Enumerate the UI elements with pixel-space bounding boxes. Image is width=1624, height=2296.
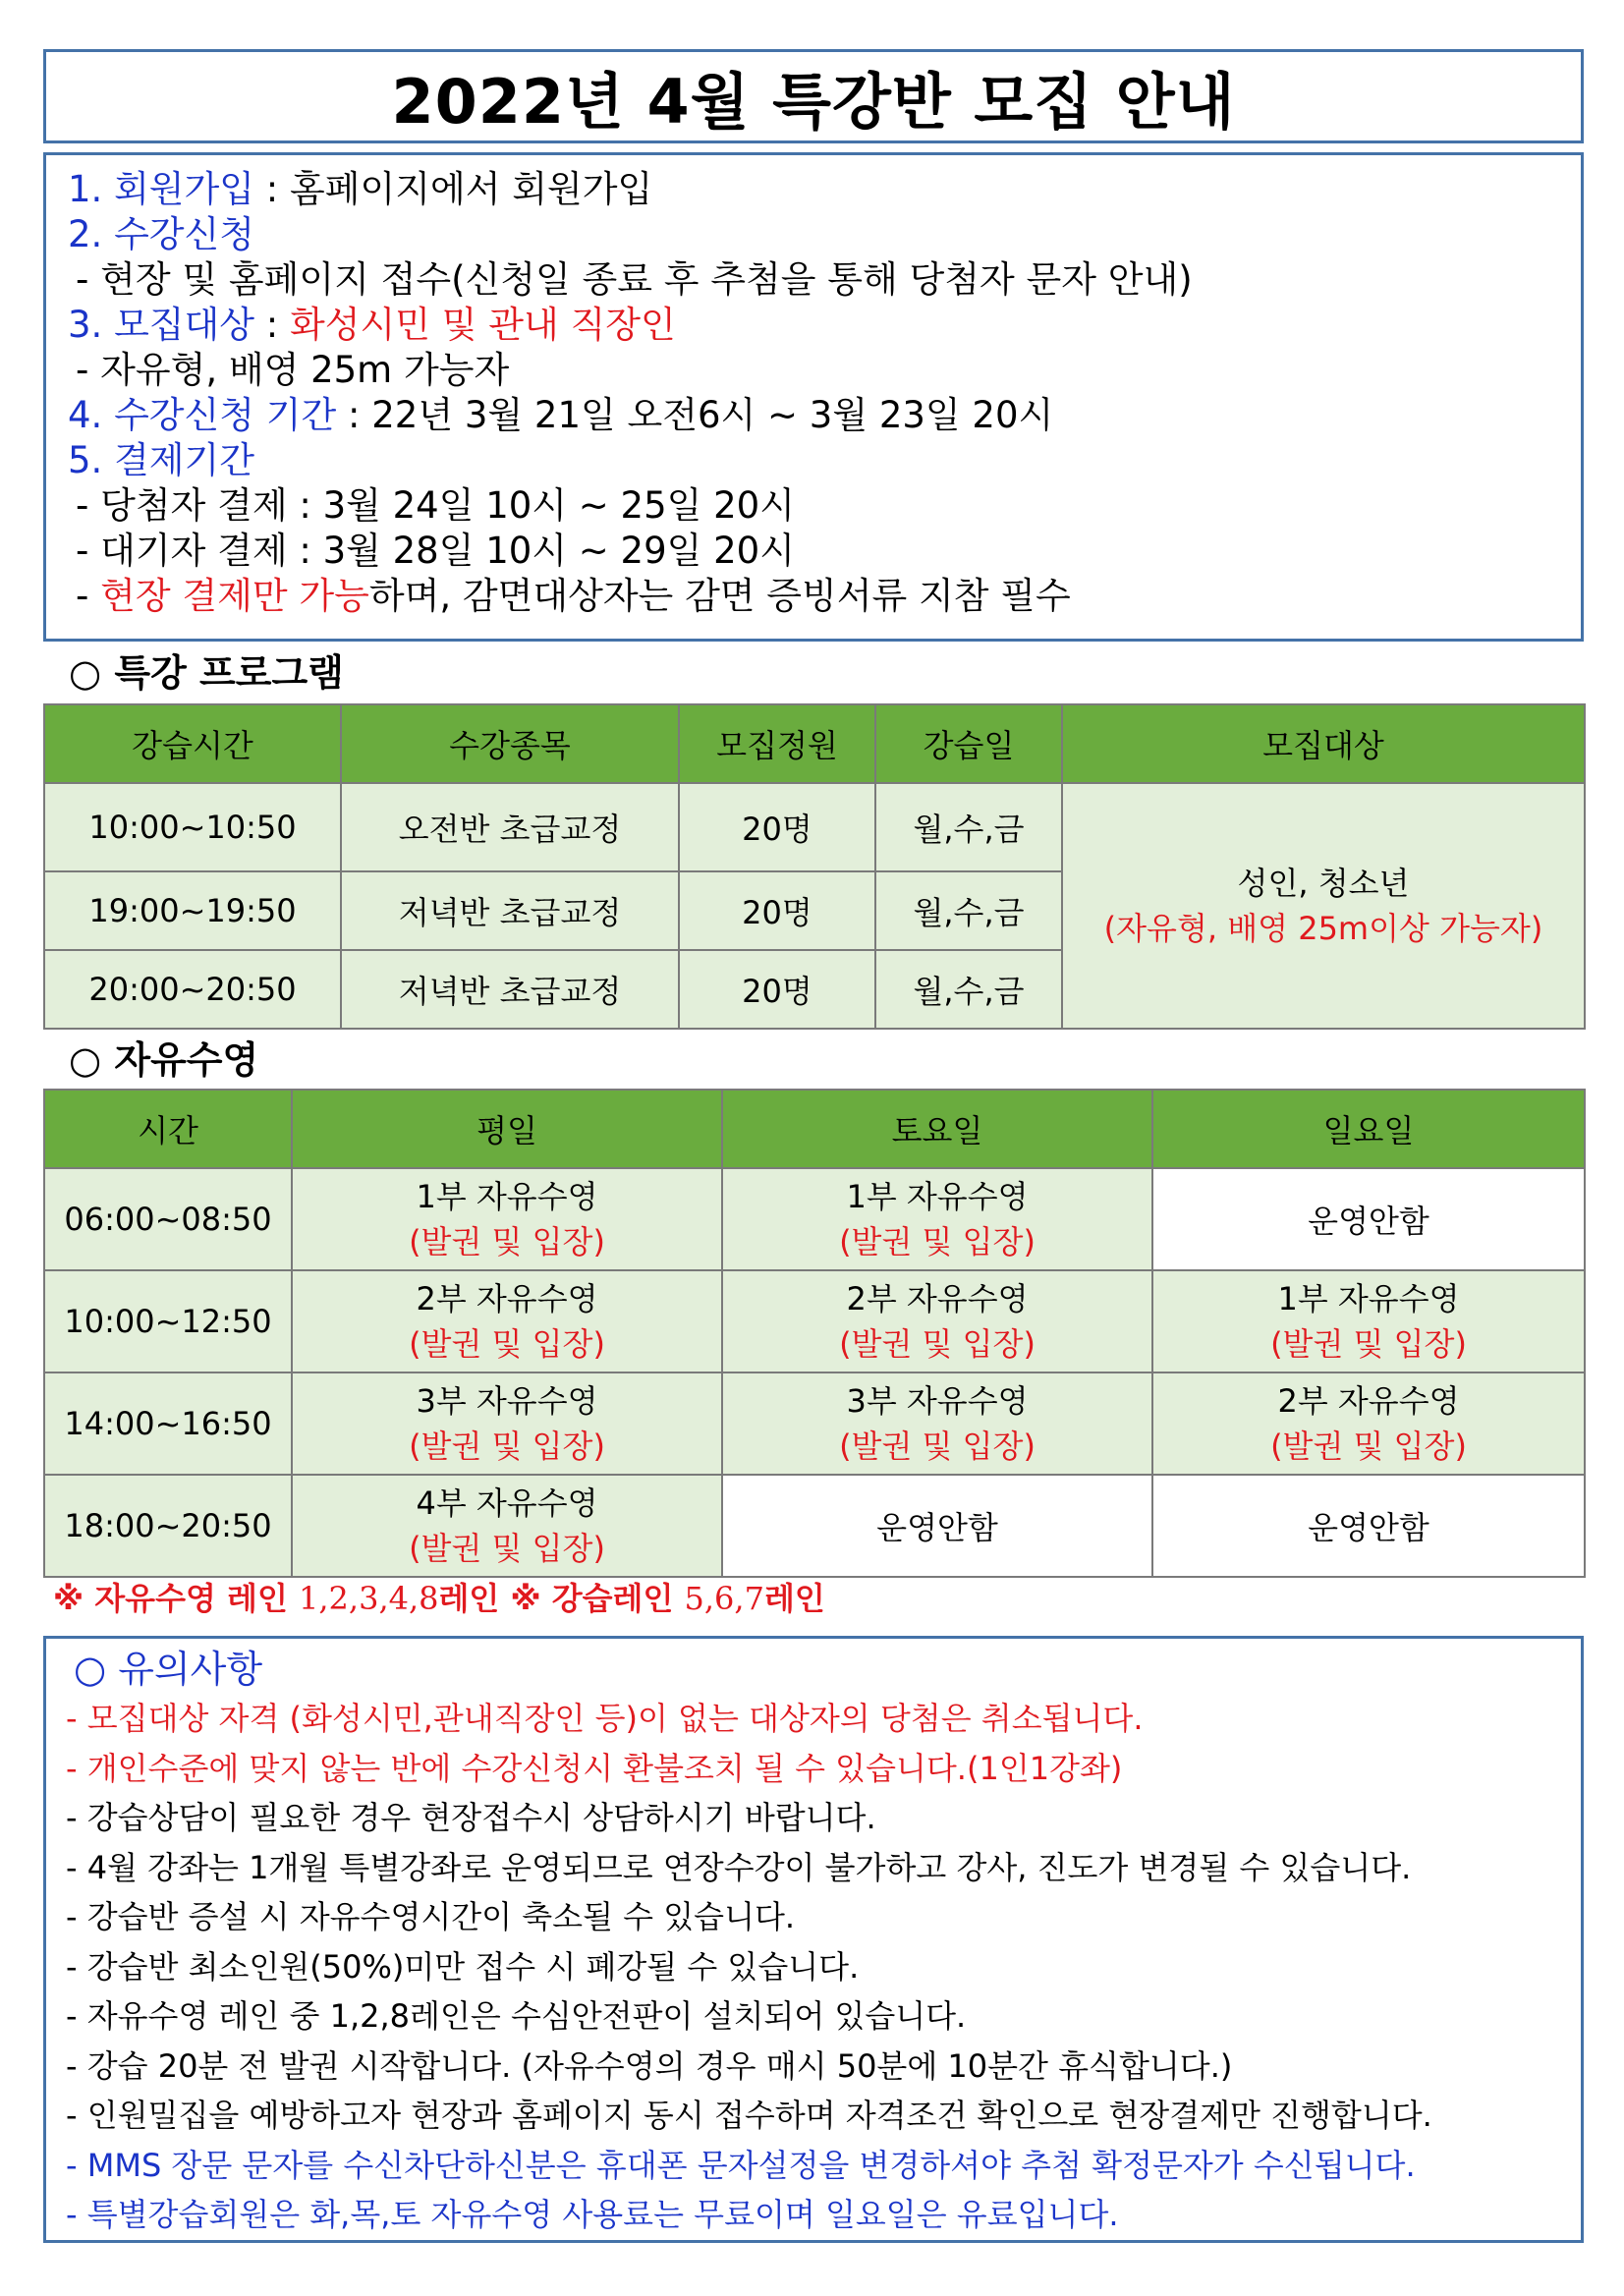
swim-weekday [292,1168,722,1270]
swim-session: 2부 자유수영 [1277,1382,1460,1420]
swim-time: 06:00~08:50 [44,1168,292,1270]
info-period [68,393,1559,438]
program-table [43,703,1586,1030]
swim-ticket: (발권 및 입장) [839,1325,1036,1363]
info-membership-text: : 홈페이지에서 회원가입 [254,168,653,210]
program-heading: ○ 특강 프로그램 [69,651,344,695]
notice-line: - 모집대상 자격 (화성시민,관내직장인 등)이 없는 대상자의 당첨은 취소됩니다. [66,1700,1144,1737]
swim-session: 1부 자유수영 [1277,1280,1460,1317]
swim-session: 1부 자유수영 [846,1178,1029,1215]
swim-header-row [44,1090,1585,1168]
notice-line: - 강습 20분 전 발권 시작합니다. (자유수영의 경우 매시 50분에 10분간 휴식합니다.) [66,2046,1233,2085]
swim-sunday [1152,1372,1585,1475]
program-capacity: 20명 [679,950,875,1029]
program-capacity: 20명 [679,871,875,950]
lane-note-free-suffix: 레인 [438,1580,511,1617]
info-period-label: 4. 수강신청 기간 [68,394,337,436]
notice-line: - 4월 강좌는 1개월 특별강좌로 운영되므로 연장수강이 불가하고 강사, 진도가 변경될 수 있습니다. [66,1848,1412,1886]
lane-note [53,1574,825,1619]
swim-session: 3부 자유수영 [846,1382,1029,1420]
info-registration-label: 2. 수강신청 [68,213,255,255]
swim-ticket: (발권 및 입장) [409,1530,605,1567]
program-course: 저녁반 초급교정 [341,950,679,1029]
info-membership [68,167,1559,212]
info-target-detail: - 자유형, 배영 25m 가능자 [76,349,510,391]
swim-ticket: (발권 및 입장) [409,1223,605,1260]
notice-line: - 자유수영 레인 중 1,2,8레인은 수심안전판이 설치되어 있습니다. [66,1997,967,2035]
swim-time: 18:00~20:50 [44,1475,292,1577]
swim-session: 4부 자유수영 [416,1484,598,1522]
table-row [44,783,1585,871]
swim-saturday [722,1270,1152,1372]
info-period-text: : 22년 3월 21일 오전6시 ~ 3월 23일 20시 [336,394,1054,436]
swim-ticket: (발권 및 입장) [839,1428,1036,1465]
notice-line: - 특별강습회원은 화,목,토 자유수영 사용료는 무료이며 일요일은 유료입니다. [66,2196,1119,2233]
program-target [1062,783,1585,1029]
swim-time: 10:00~12:50 [44,1270,292,1372]
swim-weekday [292,1270,722,1372]
swim-sunday-closed: 운영안함 [1152,1168,1585,1270]
info-target-value: 화성시민 및 관내 직장인 [290,304,676,346]
swim-session: 2부 자유수영 [846,1280,1029,1317]
info-payment-onsite [68,574,1559,619]
info-payment-onsite-red: 현장 결제만 가능 [100,575,369,617]
info-payment-onsite-text: 하며, 감면대상자는 감면 증빙서류 지참 필수 [368,575,1071,617]
program-header-course: 수강종목 [341,704,679,783]
info-target-label: 3. 모집대상 [68,304,255,346]
title-box [43,49,1584,143]
lane-note-lesson-nums: 5,6,7 [684,1580,764,1617]
notice-line: - 개인수준에 맞지 않는 반에 수강신청시 환불조치 될 수 있습니다.(1인1강좌) [66,1749,1123,1787]
swim-weekday [292,1372,722,1475]
program-course: 오전반 초급교정 [341,783,679,871]
notice-title: ○ 유의사항 [74,1648,263,1691]
program-capacity: 20명 [679,783,875,871]
notice-box [43,1636,1584,2243]
program-days: 월,수,금 [875,871,1062,950]
swim-session: 1부 자유수영 [416,1178,598,1215]
program-time: 10:00~10:50 [44,783,341,871]
program-header-days: 강습일 [875,704,1062,783]
lane-note-lesson-suffix: 레인 [763,1580,825,1617]
program-header-row [44,704,1585,783]
swim-saturday-closed: 운영안함 [722,1475,1152,1577]
program-header-time: 강습시간 [44,704,341,783]
table-row [44,1372,1585,1475]
info-payment-winner: - 당첨자 결제 : 3월 24일 10시 ~ 25일 20시 [76,484,795,527]
notice-line: - 강습상담이 필요한 경우 현장접수시 상담하시기 바랍니다. [66,1799,876,1836]
swim-header-saturday: 토요일 [722,1090,1152,1168]
info-box [43,152,1584,642]
swim-ticket: (발권 및 입장) [409,1325,605,1363]
swim-heading: ○ 자유수영 [69,1038,259,1082]
swim-weekday [292,1475,722,1577]
swim-sunday [1152,1270,1585,1372]
swim-header-weekday: 평일 [292,1090,722,1168]
info-membership-label: 1. 회원가입 [68,168,255,210]
swim-session: 3부 자유수영 [416,1382,598,1420]
info-payment [68,438,1559,483]
swim-ticket: (발권 및 입장) [1270,1428,1467,1465]
swim-ticket: (발권 및 입장) [839,1223,1036,1260]
swim-header-time: 시간 [44,1090,292,1168]
notice-line: - 인원밀집을 예방하고자 현장과 홈페이지 동시 접수하며 자격조건 확인으로 현장결제만 진행합니다. [66,2097,1432,2134]
info-registration [68,212,1559,257]
program-time: 19:00~19:50 [44,871,341,950]
swim-saturday [722,1168,1152,1270]
table-row [44,1475,1585,1577]
swim-ticket: (발권 및 입장) [1270,1325,1467,1363]
program-header-target: 모집대상 [1062,704,1585,783]
notice-line: - 강습반 증설 시 자유수영시간이 축소될 수 있습니다. [66,1898,796,1935]
info-target-sep: : [254,304,291,346]
swim-time: 14:00~16:50 [44,1372,292,1475]
page-title: 2022년 4월 특강반 모집 안내 [391,65,1236,138]
info-payment-onsite-prefix: - [76,575,101,617]
swim-saturday [722,1372,1152,1475]
table-row [44,1168,1585,1270]
info-registration-detail: - 현장 및 홈페이지 접수(신청일 종료 후 추첨을 통해 당첨자 문자 안내) [76,258,1193,301]
info-target [68,303,1559,348]
info-payment-label: 5. 결제기간 [68,439,255,481]
program-target-line1: 성인, 청소년 [1237,865,1410,902]
swim-header-sunday: 일요일 [1152,1090,1585,1168]
program-target-line2: (자유형, 배영 25m이상 가능자) [1103,910,1543,947]
program-days: 월,수,금 [875,950,1062,1029]
swim-sunday-closed: 운영안함 [1152,1475,1585,1577]
program-course: 저녁반 초급교정 [341,871,679,950]
info-payment-waitlist: - 대기자 결제 : 3월 28일 10시 ~ 29일 20시 [76,530,795,572]
lane-note-lesson-label: ※ 강습레인 [510,1580,685,1617]
program-header-capacity: 모집정원 [679,704,875,783]
swim-table [43,1089,1586,1578]
notice-line: - MMS 장문 문자를 수신차단하신분은 휴대폰 문자설정을 변경하셔야 추첨 확정문자가 수신됩니다. [66,2146,1416,2184]
table-row [44,1270,1585,1372]
lane-note-free-nums: 1,2,3,4,8 [299,1580,439,1617]
lane-note-free-label: ※ 자유수영 레인 [53,1580,300,1617]
program-time: 20:00~20:50 [44,950,341,1029]
notice-line: - 강습반 최소인원(50%)미만 접수 시 폐강될 수 있습니다. [66,1947,860,1986]
swim-ticket: (발권 및 입장) [409,1428,605,1465]
swim-session: 2부 자유수영 [416,1280,598,1317]
program-days: 월,수,금 [875,783,1062,871]
